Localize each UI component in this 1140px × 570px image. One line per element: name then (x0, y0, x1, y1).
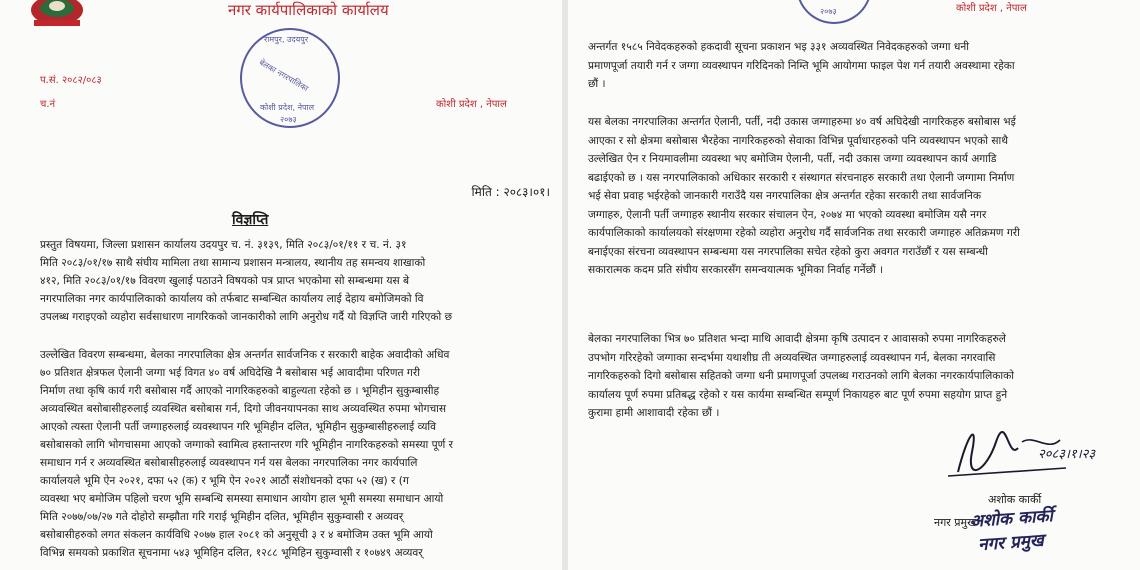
text-line: उल्लेखित ऐन र नियमावलीमा व्यवस्था भए बमोजिम ऐलानी, पर्ती, नदी उकास जग्गा व्यवस्थापन कार्य अगाडि (588, 153, 997, 165)
signature-date: २०८३।१।२३ (1038, 447, 1096, 462)
reference-number: प.सं. २०८२/०८३ (40, 75, 102, 86)
text-line: मिति २०८३/०१/१७ साथै संघीय मामिला तथा सामान्य प्रशासन मन्त्रालय, स्थानीय तह समन्वय शाखाको (40, 257, 426, 269)
text-line: नागरिकहरुको दिगो बसोबास सहितको जग्गा धनी प्रमाणपूर्जा उपलब्ध गराउनको लागि बेलका नगरकार्यपालिकाको (588, 370, 1015, 382)
seal-year-text: २०७३ (820, 7, 837, 16)
notice-title: विज्ञप्ति (232, 212, 269, 228)
text-line: अन्तर्गत १५८५ निवेदकहरुको हकदावी सूचना प्रकाशन भइ ३३१ अव्यवस्थित निवेदकहरुको जग्गा धनी (588, 41, 970, 53)
text-line: सकारात्मक कदम प्रति संघीय सरकारसँग समन्वयात्मक भूमिका निर्वाह गर्नेछौं । (588, 264, 884, 276)
text-line: बसोबासीहरुको लगत संकलन कार्यविधि २०७७ हाल २०८१ को अनुसूची ३ र ४ बमोजिम उक्त भूमि आयो (40, 529, 433, 541)
text-line: कार्यालय पूर्ण रुपमा प्रतिबद्ध रहेको र यस कार्यमा सम्बन्धित सम्पूर्ण निकायहरु बाट पूर्ण रुपमा सहयोग प्राप्त हुने (588, 388, 1008, 401)
text-line: प्रस्तुत विषयमा, जिल्ला प्रशासन कार्यालय उदयपुर च. नं. ३१३९, मिति २०८३/०१/११ र च. नं. ३१ (40, 239, 407, 251)
text-line: उल्लेखित विवरण सम्बन्धमा, बेलका नगरपालिका क्षेत्र अन्तर्गत सार्वजनिक र सरकारी बाहेक अवादीको अधिव (40, 349, 450, 361)
text-line: बसोबासको लागि भोगचासमा आएको जग्गाको स्वामित्व हस्तान्तरण गरि भूमिहीन नागरिकहरुको समस्या पूर्ण र (40, 439, 454, 451)
paragraph-2 (40, 346, 562, 562)
province-label: कोशी प्रदेश , नेपाल (956, 3, 1027, 14)
text-line: निर्माण तथा कृषि कार्य गरी बसोबास गर्दै आएको नागरिकहरुको बाहुल्यता रहेको छ । भूमिहीन सुकुम्बासीह (40, 385, 440, 397)
right-paragraph-2 (588, 113, 1126, 280)
text-line: बेलका नगरपालिका भित्र ७० प्रतिशत भन्दा माथि आवादी क्षेत्रमा कृषि उत्पादन र आवासको रुपमा नागरिकहरुले (588, 333, 1006, 345)
text-line: यस बेलका नगरपालिका अन्तर्गत ऐलानी, पर्ती, नदी उकास जग्गाहरुमा ४० वर्ष अघिदेखी नागरिकहरु बसोबास भई (588, 116, 1016, 128)
date-line: मिति : २०८३।०१। (471, 185, 550, 199)
stamp-name: अशोक कार्की (969, 506, 1054, 532)
text-line: भई सेवा प्रवाह भईरहेको जानकारी गराउँदै यस नगरपालिका क्षेत्र अन्तर्गत रहेका सरकारी तथा सार्वजनिक (588, 190, 982, 202)
text-line: छौं । (588, 78, 606, 90)
text-line: अव्यवस्थित बसोबासीहरुलाई व्यवस्थित बसोबास गर्न, दिगो जीवनयापनका साथ अव्यवस्थित रुपमा भोगचास (40, 403, 447, 415)
right-paragraph-1 (588, 38, 1126, 94)
province-label: कोशी प्रदेश , नेपाल (436, 99, 507, 110)
text-line: ७० प्रतिशत क्षेत्रफल ऐलानी जग्गा भई विगत ४० वर्ष अघिदेखि नै बसोबास भई आवादीमा परिणत गरी (40, 367, 420, 379)
seal-top-text: रामपुर, उदयपुर (264, 35, 309, 44)
seal-year-text: २०७३ (280, 115, 297, 124)
nepal-emblem-icon (28, 0, 86, 28)
text-line: जग्गाहरु, ऐलानी पर्ती जग्गाहरु स्थानीय सरकार संचालन ऐन, २०७४ मा भएको व्यवस्था बमोजिम यसै नगर (588, 208, 987, 221)
text-line: प्रमाणपूर्जा तयारी गर्न र जग्गा व्यवस्थापन गरिदिनको निम्ति भूमि आयोगमा फाइल पेश गर्न तयारी अवस्थामा रहेका (588, 59, 1015, 72)
notice-page-right (568, 0, 1140, 570)
signatory-name: अशोक कार्की (988, 493, 1042, 506)
notice-page-left (0, 0, 562, 570)
text-line: विभिन्न समयको प्रकाशित सूचनामा ५४३ भूमिहिन दलित, १२८८ भूमिहिन सुकुम्वासी र १०७४९ अव्यवर् (40, 547, 423, 559)
seal-bottom-text: कोशी प्रदेश, नेपाल (260, 103, 315, 112)
text-line: बनाईएका संरचना व्यवस्थापन सम्बन्धमा यस नगरपालिका सचेत रहेको कुरा अवगत गराउँछौं र यस सम्बन्धी (588, 245, 988, 258)
text-line: उपलब्ध गराइएको व्यहोरा सर्वसाधारण नागरिकको जानकारीको लागि अनुरोध गर्दै यो विज्ञप्ति जारी गरिएको छ (40, 311, 453, 323)
text-line: नगरपालिका नगर कार्यपालिकाको कार्यालय को तर्फबाट सम्बन्धित कार्यालय लाई देहाय बमोजिमको वि (40, 293, 424, 305)
text-line: मिति २०७७/०७/२७ गते दोहोरो सम्झौता गरि गराई भूमिहीन दलित, भूमिहीन सुकुम्वासी र अव्यवर् (40, 511, 404, 523)
right-paragraph-3 (588, 330, 1126, 423)
text-line: समाधान गर्न र अव्यवस्थित बसोबासीहरुलाई व्यवस्थापन गर्न यस बेलका नगरपालिका नगर कार्यपालि (40, 457, 418, 469)
municipality-seal (240, 28, 340, 128)
text-line: आएका र सो क्षेत्रमा बसोबास भैरहेका नागरिकहरुको सेवाका विभिन्न पूर्वाधारहरुको पनि व्यवस्थापन भएको साथै (588, 134, 1009, 147)
signatory-designation: नगर प्रमुख (934, 516, 977, 529)
municipality-seal-partial (796, 0, 872, 24)
text-line: कार्यपालिकाको कार्यालयको संरक्षणमा रहेको व्यहोरा अनुरोध गर्दै सार्वजनिक तथा सरकारी जग्गाहरु अतिक्रमण गरी (588, 227, 1020, 239)
text-line: उपभोग गरिरहेको जग्गाका सन्दर्भमा यथाशीघ्र ती अव्यवस्थित जग्गाहरुलाई व्यवस्थापन गर्न, बेलका नगरवासि (588, 351, 996, 364)
office-title: नगर कार्यपालिकाको कार्यालय (228, 1, 389, 19)
text-line: व्यवस्था भए बमोजिम पहिलो चरण भूमि सम्बन्धि समस्या समाधान आयोग हाल भूमी समस्या समाधान आयो (40, 493, 444, 505)
paragraph-1 (40, 236, 562, 326)
text-line: कुरामा हामी आशावादी रहेका छौं । (588, 407, 720, 419)
text-line: ४१२, मिति २०८३/०१/१७ विवरण खुलाई पठाउने विषयको पत्र प्राप्त भएकोमा सो सम्बन्धमा यस बे (40, 275, 410, 287)
text-line: कार्यालयले भूमि ऐन २०२१, दफा ५२ (क) र भूमि ऐन २०२१ आठौं संशोधनको दफा ५२ (ख) र (ग (40, 475, 409, 487)
seal-middle-text: बेलका नगरपालिका (257, 57, 310, 94)
dispatch-number: च.नं (40, 99, 56, 110)
stamp-designation: नगर प्रमुख (977, 530, 1045, 556)
text-line: आएको त्यस्ता ऐलानी पर्ती जग्गाहरुलाई व्यवस्थापन गरि भूमिहीन दलित, भूमिहीन सुकुम्बासीहरुलाई व्यवि (40, 421, 437, 433)
text-line: बढाईएको छ । यस नगरपालिकाको अधिकार सरकारी र संस्थागत संरचनाहरु सरकारी तथा ऐलानी जग्गामा निर्माण (588, 171, 1015, 184)
